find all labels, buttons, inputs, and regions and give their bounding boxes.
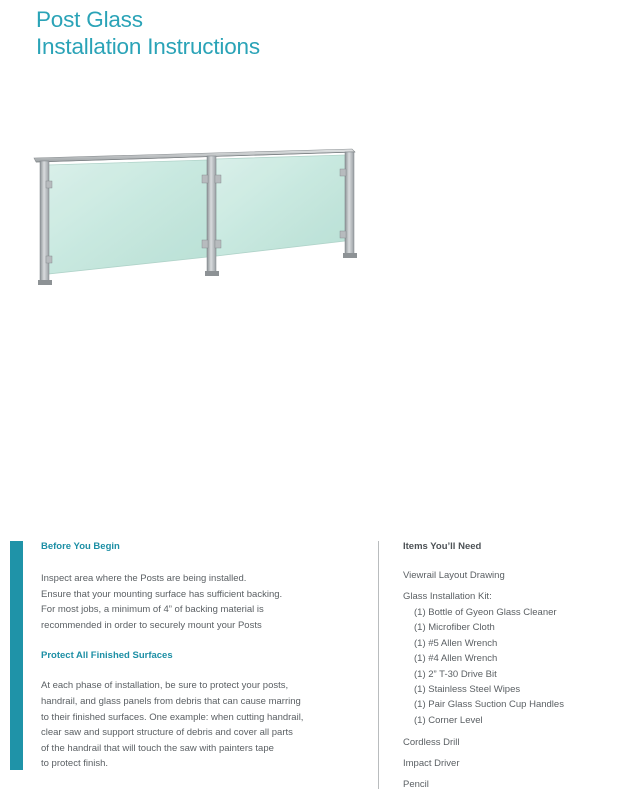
protect-surfaces-heading: Protect All Finished Surfaces <box>41 650 173 662</box>
before-you-begin-line: Inspect area where the Posts are being installed. <box>41 573 247 584</box>
accent-bar <box>10 541 23 770</box>
glass-panel-right <box>216 155 345 256</box>
protect-surfaces-line: to protect finish. <box>41 758 109 770</box>
page-title <box>36 6 260 60</box>
before-you-begin-line: Ensure that your mounting surface has sufficient backing. <box>41 588 283 600</box>
before-you-begin-line: recommended in order to securely mount your Posts <box>41 619 262 631</box>
protect-surfaces-line: of the handrail that will touch the saw with painters tape <box>41 742 274 754</box>
instructions-column <box>41 541 361 772</box>
kit-item: (1) #4 Allen Wrench <box>414 653 498 665</box>
protect-surfaces-line: clear saw and support structure of debris and cover all parts <box>41 727 293 739</box>
tool-item: Impact Driver <box>403 758 460 770</box>
kit-item: (1) Pair Glass Suction Cup Handles <box>414 699 564 711</box>
protect-surfaces-line: At each phase of installation, be sure to protect your posts, <box>41 680 289 692</box>
kit-heading: Glass Installation Kit: <box>403 591 492 602</box>
glass-panel-left <box>48 160 207 274</box>
tool-item: Cordless Drill <box>403 737 460 749</box>
kit-item: (1) Microfiber Cloth <box>414 622 495 634</box>
kit-item: (1) #5 Allen Wrench <box>414 637 498 649</box>
tool-item: Pencil <box>403 779 429 791</box>
glass-railing-illustration <box>30 143 365 293</box>
layout-drawing-item: Viewrail Layout Drawing <box>403 570 505 581</box>
kit-item: (1) Stainless Steel Wipes <box>414 684 521 696</box>
protect-surfaces-line: to their finished surfaces. One example: when cutting handrail, <box>41 711 304 723</box>
kit-item: (1) Corner Level <box>414 714 483 726</box>
page-title-line-2: Installation Instructions <box>36 34 260 59</box>
before-you-begin-line: For most jobs, a minimum of 4” of backing material is <box>41 604 264 616</box>
before-you-begin-text <box>41 571 361 633</box>
kit-item: (1) Bottle of Gyeon Glass Cleaner <box>414 607 557 618</box>
page-title-line-1: Post Glass <box>36 7 143 32</box>
column-divider <box>378 541 379 789</box>
items-needed-heading: Items You’ll Need <box>403 541 482 552</box>
before-you-begin-heading: Before You Begin <box>41 541 120 552</box>
items-needed-column <box>403 541 618 792</box>
kit-item: (1) 2” T-30 Drive Bit <box>414 668 497 680</box>
protect-surfaces-line: handrail, and glass panels from debris that can cause marring <box>41 695 301 707</box>
kit-list <box>403 605 618 728</box>
protect-surfaces-text <box>41 678 361 772</box>
